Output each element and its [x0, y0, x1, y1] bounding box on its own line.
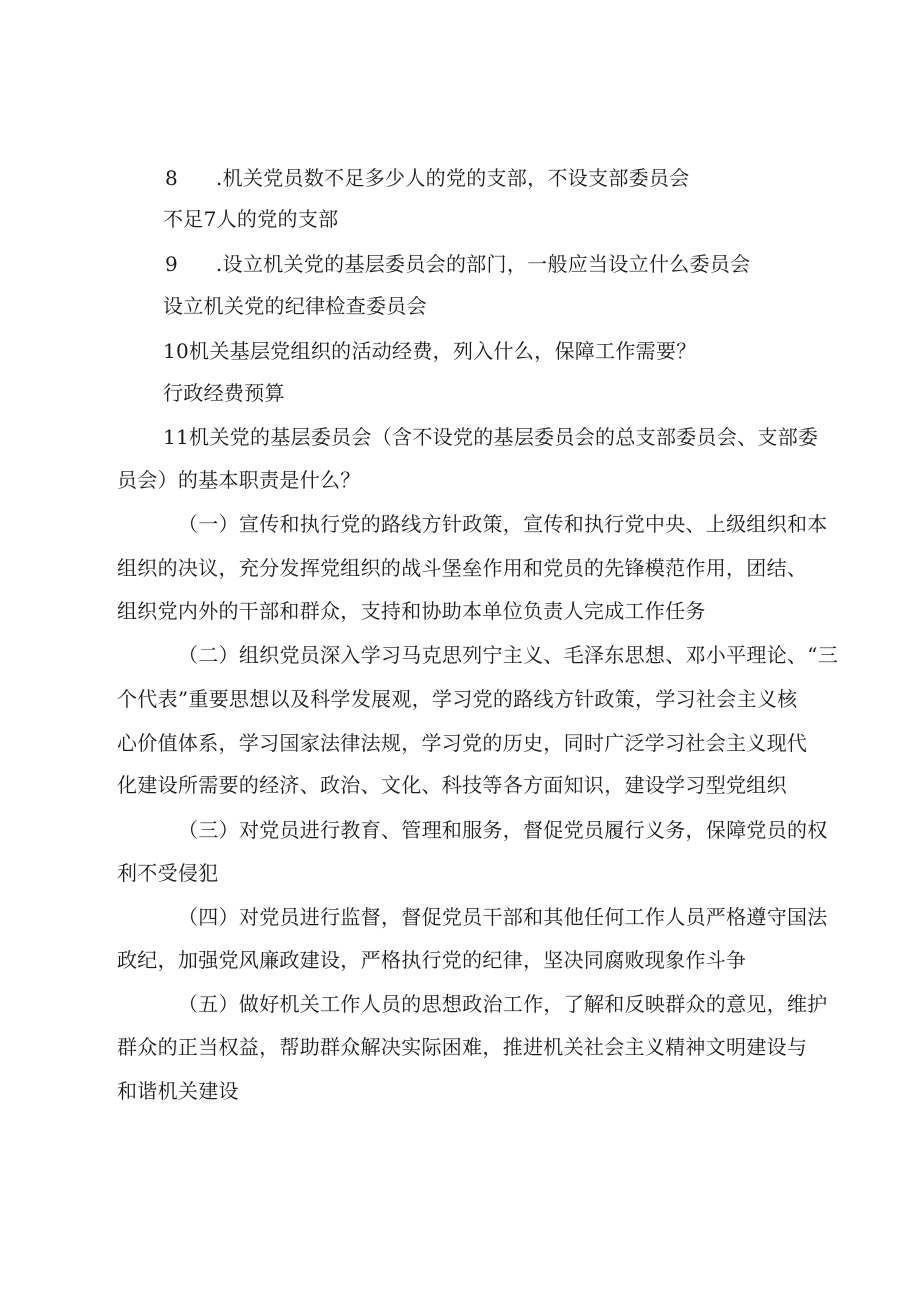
answer-text: 设立机关党的纪律检查委员会	[163, 294, 427, 318]
duty-paragraph-line: 利不受侵犯	[117, 861, 219, 885]
duty-paragraph-line: 个代表”重要思想以及科学发展观，学习党的路线方针政策，学习社会主义核	[117, 687, 798, 711]
duty-paragraph-line: 政纪，加强党风廉政建设，严格执行党的纪律，坚决同腐败现象作斗争	[117, 948, 747, 972]
question-number: 8	[165, 166, 178, 190]
duty-paragraph-line: （三）对党员进行教育、管理和服务，督促党员履行义务，保障党员的权	[178, 818, 828, 842]
duty-paragraph-line: 组织党内外的干部和群众，支持和协助本单位负责人完成工作任务	[117, 599, 706, 623]
duty-paragraph-line: （五）做好机关工作人员的思想政治工作，了解和反映群众的意见，维护	[178, 992, 828, 1016]
question-text: 10机关基层党组织的活动经费，列入什么，保障工作需要？	[163, 339, 697, 363]
question-text: 11机关党的基层委员会（含不设党的基层委员会的总支部委员会、支部委	[163, 425, 819, 449]
duty-paragraph-line: 化建设所需要的经济、政治、文化、科技等各方面知识，建设学习型党组织	[117, 773, 787, 797]
duty-paragraph-line: 心价值体系，学习国家法律法规，学习党的历史，同时广泛学习社会主义现代	[117, 731, 808, 755]
question-text: 员会）的基本职责是什么？	[117, 468, 361, 492]
duty-paragraph-line: （一）宣传和执行党的路线方针政策，宣传和执行党中央、上级组织和本	[178, 512, 828, 536]
duty-paragraph-line: 群众的正当权益，帮助群众解决实际困难，推进机关社会主义精神文明建设与	[117, 1035, 808, 1059]
answer-text: 行政经费预算	[163, 381, 285, 405]
duty-paragraph-line: 组织的决议，充分发挥党组织的战斗堡垒作用和党员的先锋模范作用，团结、	[117, 556, 808, 580]
duty-paragraph-line: （二）组织党员深入学习马克思列宁主义、毛泽东思想、邓小平理论、“三	[178, 643, 839, 667]
question-text: .设立机关党的基层委员会的部门，一般应当设立什么委员会	[216, 252, 751, 276]
question-number: 9	[165, 252, 178, 276]
duty-paragraph-line: （四）对党员进行监督，督促党员干部和其他任何工作人员严格遵守国法	[178, 905, 828, 929]
question-text: .机关党员数不足多少人的党的支部，不设支部委员会	[216, 166, 690, 190]
duty-paragraph-line: 和谐机关建设	[117, 1079, 239, 1103]
answer-text: 不足7人的党的支部	[163, 207, 339, 231]
